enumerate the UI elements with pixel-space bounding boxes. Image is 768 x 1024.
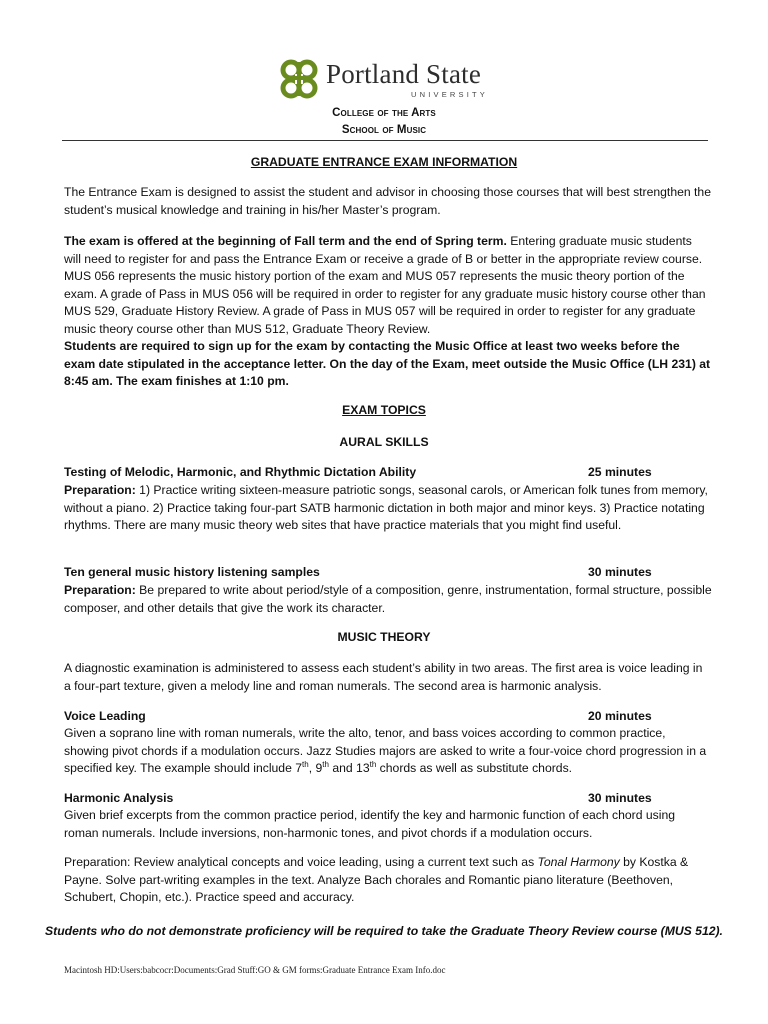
intro-paragraph: The Entrance Exam is designed to assist the student and advisor in choosing those courses that will best strengthen the student’s musical knowledge and training in his/her Master’s program.	[64, 185, 711, 217]
listening-title-row	[64, 564, 712, 582]
listening-duration: 30 minutes	[588, 565, 652, 579]
listening-prep-text: Be prepared to write about period/style of a composition, genre, instrumentation, formal structure, possible composer, and other details that give the work its character.	[64, 583, 712, 615]
theory-prep-text-a: Preparation: Review analytical concepts and voice leading, using a current text such as	[64, 855, 538, 869]
dictation-duration: 25 minutes	[588, 465, 652, 479]
header-divider	[62, 140, 708, 141]
university-name: Portland State	[326, 59, 482, 89]
harmonic-analysis-text: Given brief excerpts from the common practice period, identify the key and harmonic function of each chord using roman numerals. Include inversions, non-harmonic tones, and pivot chords if a modulation occurs.	[64, 808, 676, 840]
harmonic-analysis-title: Harmonic Analysis	[64, 791, 174, 805]
university-subtitle: UNIVERSITY	[411, 90, 489, 99]
listening-title: Ten general music history listening samples	[64, 565, 320, 579]
voice-leading-text-c: and 13	[328, 761, 370, 775]
harmonic-analysis-duration: 30 minutes	[588, 791, 652, 805]
file-path-footer: Macintosh HD:Users:babcocr:Documents:Grad Stuff:GO & GM forms:Graduate Entrance Exam Info.doc	[64, 965, 446, 975]
exam-info-lead: The exam is offered at the beginning of Fall term and the end of Spring term.	[64, 234, 507, 248]
dictation-title: Testing of Melodic, Harmonic, and Rhythmic Dictation Ability	[64, 465, 417, 479]
superscript-th: th	[302, 759, 309, 769]
psu-logo	[276, 56, 516, 106]
exam-info-body: Entering graduate music students will need to register for and pass the Entrance Exam or receive a grade of B or better in the appropriate review course. MUS 056 represents the music history portion of the exam and MUS 057 represents the music theory portion of the exam. A grade of Pass in MUS 056 will be required in order to register for any graduate music history course other than MUS 529, Graduate History Review. A grade of Pass in MUS 057 will be required in order to register for any graduate music theory course other than MUS 512, Graduate Theory Review.	[64, 234, 706, 336]
listening-prep-label: Preparation:	[64, 583, 136, 597]
voice-leading-title: Voice Leading	[64, 709, 146, 723]
dictation-prep-text: 1) Practice writing sixteen-measure patriotic songs, seasonal carols, or American folk tunes from memory, without a piano. 2) Practice taking four-part SATB harmonic dictation in both major and minor keys. 3) Practice notating rhythms. There are many music theory web sites that have practice materials that you might find useful.	[64, 483, 708, 532]
theory-prep-text-b: by Kostka & Payne. Solve part-writing examples in the text. Analyze Bach chorales and Romantic piano literature (Beethoven, Schubert, Chopin, etc.). Practice speed and accuracy.	[64, 855, 689, 904]
exam-info-paragraph	[64, 233, 712, 391]
voice-leading-text-b: , 9	[308, 761, 323, 775]
voice-leading-duration: 20 minutes	[588, 709, 652, 723]
superscript-th: th	[322, 759, 329, 769]
exam-topics-heading: EXAM TOPICS	[342, 403, 426, 417]
page-title: GRADUATE ENTRANCE EXAM INFORMATION	[250, 155, 518, 169]
college-name: College of the Arts	[332, 107, 436, 119]
voice-leading-text-a: Given a soprano line with roman numerals, write the alto, tenor, and bass voices according to common practice, showing pivot chords if a modulation occurs. Jazz Studies majors are asked to write a four-voice chord progression in a specified key. The example should include 7	[64, 726, 707, 775]
closing-note: Students who do not demonstrate proficiency will be required to take the Graduate Theory Review course (MUS 512).	[45, 924, 723, 938]
aural-skills-heading: AURAL SKILLS	[339, 435, 429, 449]
theory-prep-book: Tonal Harmony	[537, 855, 620, 869]
school-name: School of Music	[341, 124, 427, 136]
superscript-th: th	[369, 759, 377, 769]
voice-leading-text-d: chords as well as substitute chords.	[376, 761, 573, 775]
theory-preparation	[64, 854, 712, 907]
music-theory-heading: MUSIC THEORY	[337, 630, 431, 644]
voice-leading-title-row	[64, 708, 712, 726]
listening-preparation	[64, 582, 712, 617]
harmonic-analysis-title-row	[64, 790, 712, 808]
voice-leading-text	[64, 725, 712, 778]
exam-signup-text: Students are required to sign up for the exam by contacting the Music Office at least two weeks before the exam date stipulated in the acceptance letter. On the day of the Exam, meet outside the Music Office (LH 231) at 8:45 am. The exam finishes at 1:10 pm.	[64, 339, 711, 388]
dictation-preparation	[64, 482, 712, 535]
psu-logo-icon	[276, 56, 322, 104]
dictation-prep-label: Preparation:	[64, 483, 136, 497]
dictation-title-row	[64, 464, 712, 482]
music-theory-intro: A diagnostic examination is administered to assess each student’s ability in two areas. The first area is voice leading in a four-part texture, given a melody line and roman numerals. The second area is harmonic analysis.	[64, 661, 703, 693]
